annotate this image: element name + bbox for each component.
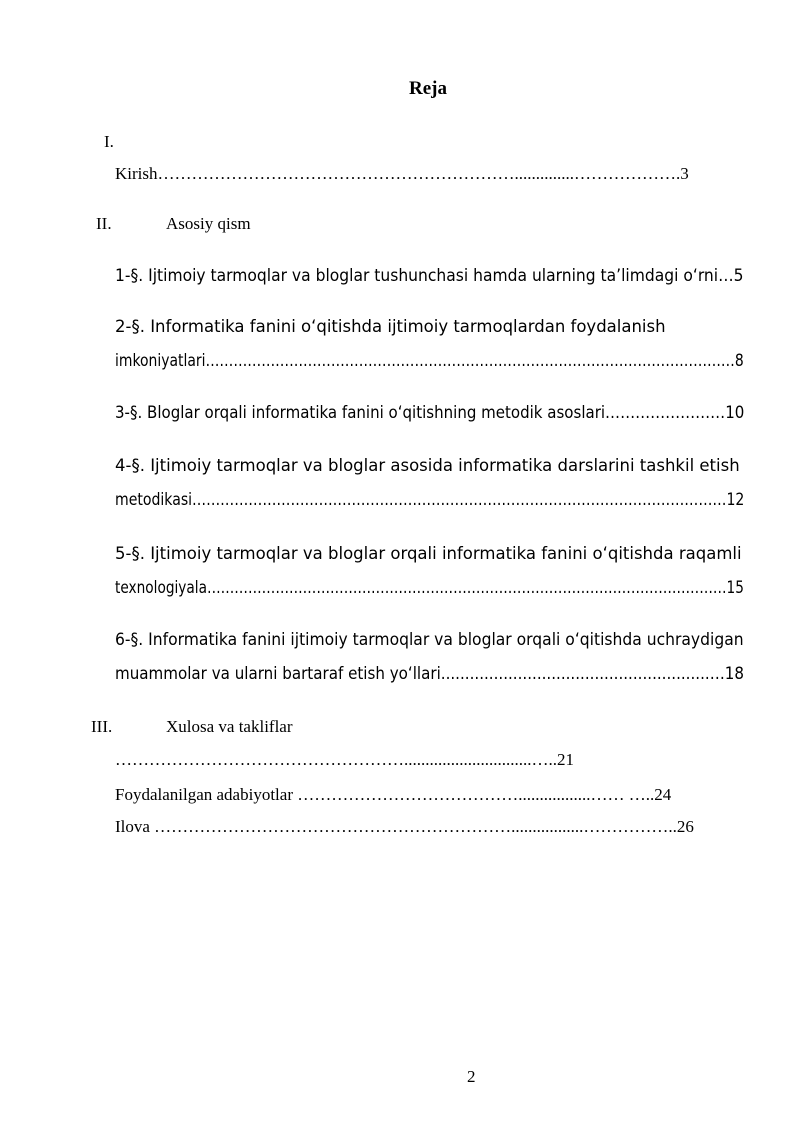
toc-entry-2-line-2: imkoniyatlari……………………………………………………………………………………………………8 <box>115 351 744 370</box>
toc-entry-3: 3-§. Bloglar orqali informatika fanini oʻqitishning metodik asoslari……………………10 <box>115 403 745 422</box>
toc-entry-2-line-1: 2-§. Informatika fanini oʻqitishda ijtimoiy tarmoqlardan foydalanish <box>115 317 666 336</box>
toc-entry-1: 1-§. Ijtimoiy tarmoqlar va bloglar tushunchasi hamda ularning ta’limdagi oʻrni…5 <box>115 266 744 285</box>
toc-entry-5-line-1: 5-§. Ijtimoiy tarmoqlar va bloglar orqali informatika fanini oʻqitishda raqamli <box>115 544 742 563</box>
section-3-title: Xulosa va takliflar <box>166 717 293 736</box>
section-2-numeral: II. <box>96 214 112 233</box>
toc-entry-references: Foydalanilgan adabiyotlar ………………………………….................…… …..24 <box>115 785 672 804</box>
toc-entry-4-line-2: metodikasi……………………………………………………………………………………………………12 <box>115 490 745 509</box>
toc-entry-kirish: Kirish………………………………………………………..............……………….3 <box>115 164 689 183</box>
toc-entry-xulosa-dots: ……………………………………………..............................…..21 <box>115 750 574 769</box>
toc-entry-appendix: Ilova ……………………………………………………….................……………..26 <box>115 817 694 836</box>
page-title: Reja <box>409 78 447 99</box>
toc-entry-5-line-2: texnologiyala……………………………………………………………………………………………………15 <box>115 578 744 597</box>
section-3-numeral: III. <box>91 717 113 736</box>
page-number: 2 <box>467 1067 476 1086</box>
section-1-numeral: I. <box>104 132 114 151</box>
toc-entry-6-line-1: 6-§. Informatika fanini ijtimoiy tarmoqlar va bloglar orqali oʻqitishda uchraydigan <box>115 630 744 649</box>
toc-entry-4-line-1: 4-§. Ijtimoiy tarmoqlar va bloglar asosida informatika darslarini tashkil etish <box>115 456 740 475</box>
toc-entry-6-line-2: muammolar va ularni bartaraf etish yoʻllari........................................................…18 <box>115 664 745 683</box>
section-2-title: Asosiy qism <box>166 214 251 233</box>
